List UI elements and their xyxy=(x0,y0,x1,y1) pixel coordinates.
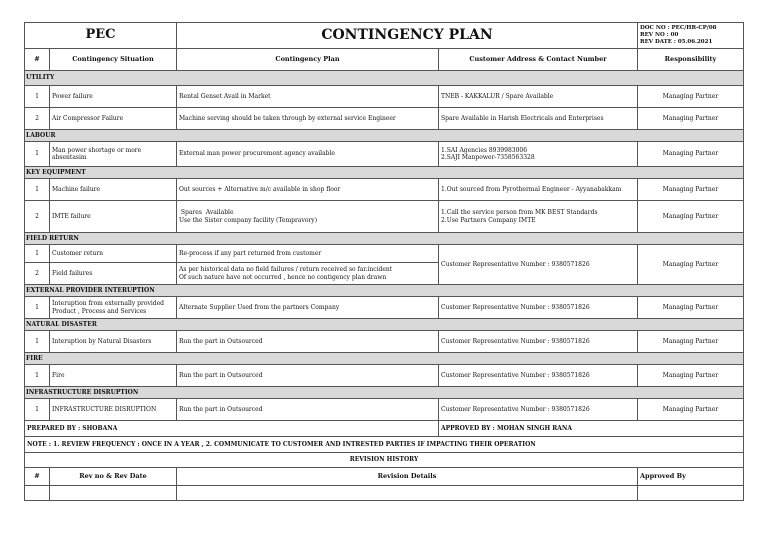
col-address: Customer Address & Contact Number xyxy=(439,49,638,71)
row-responsibility: Managing Partner xyxy=(638,245,744,285)
row-situation: Man power shortage or more absentasim xyxy=(50,142,177,167)
review-note: NOTE : 1. REVIEW FREQUENCY : ONCE IN A YEAR , 2. COMMUNICATE TO CUSTOMER AND INTRESTED PARTIES IF IMPACTING THEIR OPERATION xyxy=(25,437,744,453)
table-row xyxy=(25,245,744,263)
address-line: 2.SAJI Manpower-7358563328 xyxy=(441,154,535,161)
revision-history-title: REVISION HISTORY xyxy=(25,453,744,468)
row-num: 1 xyxy=(25,142,50,167)
row-responsibility: Managing Partner xyxy=(638,179,744,201)
approved-by: APPROVED BY : MOHAN SINGH RANA xyxy=(439,421,744,437)
plan-line: As per historical data no field failures / return received so far.incident xyxy=(179,266,393,273)
row-situation: INFRASTRUCTURE DISRUPTION xyxy=(50,399,177,421)
row-address: TNEB - KAKKALUR / Spare Available xyxy=(439,86,638,108)
plan-line: Of such nature have not occurred , hence no contigency plan drawn xyxy=(179,273,387,281)
document-title: CONTINGENCY PLAN xyxy=(177,23,638,49)
section-external-provider: EXTERNAL PROVIDER INTERUPTION xyxy=(25,285,744,297)
row-plan: Machine serving should be taken through by external service Engineer xyxy=(177,108,439,130)
row-plan: Run the part in Outsourced xyxy=(177,365,439,387)
section-fire: FIRE xyxy=(25,353,744,365)
table-row xyxy=(25,142,744,167)
col-situation: Contingency Situation xyxy=(50,49,177,71)
table-row xyxy=(25,331,744,353)
section-field-return: FIELD RETURN xyxy=(25,233,744,245)
rev-number: REV NO : 00 xyxy=(640,31,679,38)
row-plan: Re-process if any part returned from customer xyxy=(177,245,439,263)
row-plan: Rental Genset Avail in Market xyxy=(177,86,439,108)
row-situation: Air Compressor Failure xyxy=(50,108,177,130)
rev-cell xyxy=(177,486,638,501)
table-row xyxy=(25,399,744,421)
company-name: PEC xyxy=(25,23,177,49)
row-plan xyxy=(177,201,439,233)
row-address xyxy=(439,201,638,233)
row-plan: Run the part in Outsourced xyxy=(177,331,439,353)
row-num: 1 xyxy=(25,297,50,319)
row-address: Customer Representative Number : 9380571826 xyxy=(439,297,638,319)
row-address: Spare Available in Harish Electricals and Enterprises xyxy=(439,108,638,130)
row-address: Customer Representative Number : 9380571826 xyxy=(439,365,638,387)
column-header-row xyxy=(25,49,744,71)
table-row xyxy=(25,179,744,201)
row-situation: Field failures xyxy=(50,263,177,285)
address-line: 1.SAI Agencies 8939983006 xyxy=(441,146,528,154)
row-address xyxy=(439,142,638,167)
row-num: 1 xyxy=(25,399,50,421)
row-num: 1 xyxy=(25,331,50,353)
row-plan: Out sources + Alternative m/c available in shop floor xyxy=(177,179,439,201)
row-situation: Interuption from externally provided Product , Process and Services xyxy=(50,297,177,319)
rev-date: REV DATE : 05.06.2021 xyxy=(640,39,713,46)
revision-row xyxy=(25,486,744,501)
row-num: 1 xyxy=(25,86,50,108)
row-num: 1 xyxy=(25,365,50,387)
rev-cell xyxy=(25,486,50,501)
rev-cell xyxy=(50,486,177,501)
rev-col-approved: Approved By xyxy=(638,468,744,486)
row-responsibility: Managing Partner xyxy=(638,108,744,130)
row-plan: Run the part in Outsourced xyxy=(177,399,439,421)
row-responsibility: Managing Partner xyxy=(638,399,744,421)
col-plan: Contingency Plan xyxy=(177,49,439,71)
row-num: 1 xyxy=(25,179,50,201)
row-responsibility: Managing Partner xyxy=(638,86,744,108)
section-infrastructure: INFRASTRUCTURE DISRUPTION xyxy=(25,387,744,399)
row-responsibility: Managing Partner xyxy=(638,297,744,319)
rev-cell xyxy=(638,486,744,501)
address-line: 1.Call the service person from MK BEST Standards xyxy=(441,209,598,216)
section-labour: LABOUR xyxy=(25,130,744,142)
row-num: 2 xyxy=(25,108,50,130)
row-num: 2 xyxy=(25,201,50,233)
plan-line: Use the Sister company facility (Tempravory) xyxy=(179,216,318,224)
row-num: 1 xyxy=(25,245,50,263)
rev-col-details: Revision Details xyxy=(177,468,638,486)
table-row xyxy=(25,108,744,130)
rev-col-num: # xyxy=(25,468,50,486)
row-address: Customer Representative Number : 9380571826 xyxy=(439,331,638,353)
contingency-plan-table xyxy=(24,22,744,501)
col-num: # xyxy=(25,49,50,71)
row-address: Customer Representative Number : 9380571826 xyxy=(439,245,638,285)
table-row xyxy=(25,297,744,319)
doc-number: DOC NO : PEC/HR-CP/08 xyxy=(640,24,717,31)
row-address: 1.Out sourced from Pyrothermal Engineer - Ayyanabakkam xyxy=(439,179,638,201)
document-info xyxy=(638,23,744,49)
row-situation: IMTE failure xyxy=(50,201,177,233)
table-row xyxy=(25,365,744,387)
row-responsibility: Managing Partner xyxy=(638,365,744,387)
row-plan: Alternate Supplier Used from the partners Company xyxy=(177,297,439,319)
revision-header-row xyxy=(25,468,744,486)
table-row xyxy=(25,201,744,233)
row-plan: External man power procurement agency available xyxy=(177,142,439,167)
row-responsibility: Managing Partner xyxy=(638,142,744,167)
row-responsibility: Managing Partner xyxy=(638,331,744,353)
row-plan xyxy=(177,263,439,285)
row-situation: Machine failure xyxy=(50,179,177,201)
section-natural-disaster: NATURAL DISASTER xyxy=(25,319,744,331)
table-row xyxy=(25,86,744,108)
section-utility: UTILITY xyxy=(25,71,744,86)
section-key-equipment: KEY EQUIPMENT xyxy=(25,167,744,179)
prepared-by: PREPARED BY : SHOBANA xyxy=(25,421,439,437)
address-line: 2.Use Partners Company IMTE xyxy=(441,216,536,224)
col-responsibility: Responsibility xyxy=(638,49,744,71)
rev-col-rev: Rev no & Rev Date xyxy=(50,468,177,486)
row-situation: Interuption by Natural Disasters xyxy=(50,331,177,353)
row-situation: Customer return xyxy=(50,245,177,263)
row-responsibility: Managing Partner xyxy=(638,201,744,233)
row-situation: Fire xyxy=(50,365,177,387)
row-situation: Power failure xyxy=(50,86,177,108)
row-address: Customer Representative Number : 9380571826 xyxy=(439,399,638,421)
plan-line: Spares Available xyxy=(179,209,234,216)
row-num: 2 xyxy=(25,263,50,285)
